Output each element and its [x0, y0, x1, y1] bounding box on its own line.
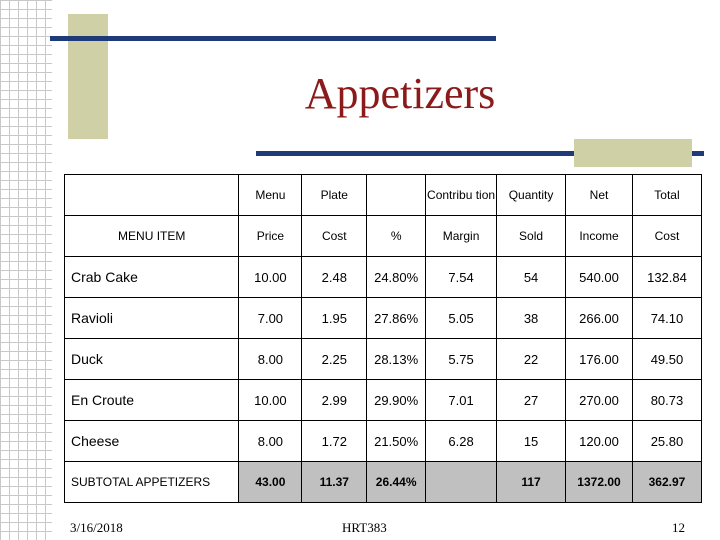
subtotal-row: [65, 462, 702, 503]
menu-item-cell: Ravioli: [65, 298, 239, 339]
price-cell: 8.00: [239, 421, 302, 462]
header-cell: Plate: [302, 175, 367, 216]
quantity-cell: 27: [497, 380, 566, 421]
header-cell: Net: [566, 175, 633, 216]
margin-cell: 6.28: [426, 421, 497, 462]
percent-cell: 24.80%: [367, 257, 426, 298]
subtotal-income: 1372.00: [566, 462, 633, 503]
header-row-1: [65, 175, 702, 216]
header-cell: [367, 175, 426, 216]
subtotal-label: SUBTOTAL APPETIZERS: [65, 462, 239, 503]
percent-cell: 29.90%: [367, 380, 426, 421]
total-cost-cell: 49.50: [632, 339, 701, 380]
total-cost-cell: 25.80: [632, 421, 701, 462]
table-row: [65, 380, 702, 421]
header-cell: [65, 175, 239, 216]
menu-item-cell: En Croute: [65, 380, 239, 421]
price-cell: 7.00: [239, 298, 302, 339]
header-cell: Sold: [497, 216, 566, 257]
quantity-cell: 15: [497, 421, 566, 462]
plate-cost-cell: 2.25: [302, 339, 367, 380]
header-cell: Price: [239, 216, 302, 257]
subtotal-quantity: 117: [497, 462, 566, 503]
plate-cost-cell: 2.99: [302, 380, 367, 421]
table-row: [65, 257, 702, 298]
decorative-box-top: [68, 14, 108, 139]
header-cell: Cost: [302, 216, 367, 257]
plate-cost-cell: 1.95: [302, 298, 367, 339]
subtotal-plate-cost: 11.37: [302, 462, 367, 503]
price-cell: 10.00: [239, 380, 302, 421]
header-cell: Total: [632, 175, 701, 216]
plate-cost-cell: 2.48: [302, 257, 367, 298]
margin-cell: 7.01: [426, 380, 497, 421]
header-cell: Quantity: [497, 175, 566, 216]
menu-item-cell: Cheese: [65, 421, 239, 462]
total-cost-cell: 80.73: [632, 380, 701, 421]
price-cell: 8.00: [239, 339, 302, 380]
margin-cell: 7.54: [426, 257, 497, 298]
percent-cell: 21.50%: [367, 421, 426, 462]
header-cell: Income: [566, 216, 633, 257]
net-income-cell: 176.00: [566, 339, 633, 380]
percent-cell: 28.13%: [367, 339, 426, 380]
decorative-box-right: [574, 139, 692, 167]
menu-item-cell: Crab Cake: [65, 257, 239, 298]
net-income-cell: 266.00: [566, 298, 633, 339]
header-row-2: [65, 216, 702, 257]
margin-cell: 5.05: [426, 298, 497, 339]
percent-cell: 27.86%: [367, 298, 426, 339]
subtotal-percent: 26.44%: [367, 462, 426, 503]
total-cost-cell: 74.10: [632, 298, 701, 339]
subtotal-total-cost: 362.97: [632, 462, 701, 503]
plate-cost-cell: 1.72: [302, 421, 367, 462]
accent-line-top: [50, 36, 496, 41]
total-cost-cell: 132.84: [632, 257, 701, 298]
net-income-cell: 270.00: [566, 380, 633, 421]
quantity-cell: 22: [497, 339, 566, 380]
header-cell: %: [367, 216, 426, 257]
header-cell: Contribu tion: [426, 175, 497, 216]
menu-item-cell: Duck: [65, 339, 239, 380]
quantity-cell: 38: [497, 298, 566, 339]
footer-course-code: HRT383: [342, 520, 387, 535]
header-cell: MENU ITEM: [65, 216, 239, 257]
subtotal-margin: [426, 462, 497, 503]
net-income-cell: 540.00: [566, 257, 633, 298]
subtotal-price: 43.00: [239, 462, 302, 503]
header-cell: Cost: [632, 216, 701, 257]
appetizers-table: [64, 174, 702, 503]
price-cell: 10.00: [239, 257, 302, 298]
table-row: [65, 339, 702, 380]
margin-cell: 5.75: [426, 339, 497, 380]
table-row: [65, 421, 702, 462]
header-cell: Margin: [426, 216, 497, 257]
footer-date: 3/16/2018: [70, 520, 123, 535]
slide-title: Appetizers: [304, 69, 496, 118]
net-income-cell: 120.00: [566, 421, 633, 462]
table-row: [65, 298, 702, 339]
quantity-cell: 54: [497, 257, 566, 298]
page-number: 12: [672, 520, 685, 535]
grid-pattern-decoration: [0, 0, 52, 540]
header-cell: Menu: [239, 175, 302, 216]
